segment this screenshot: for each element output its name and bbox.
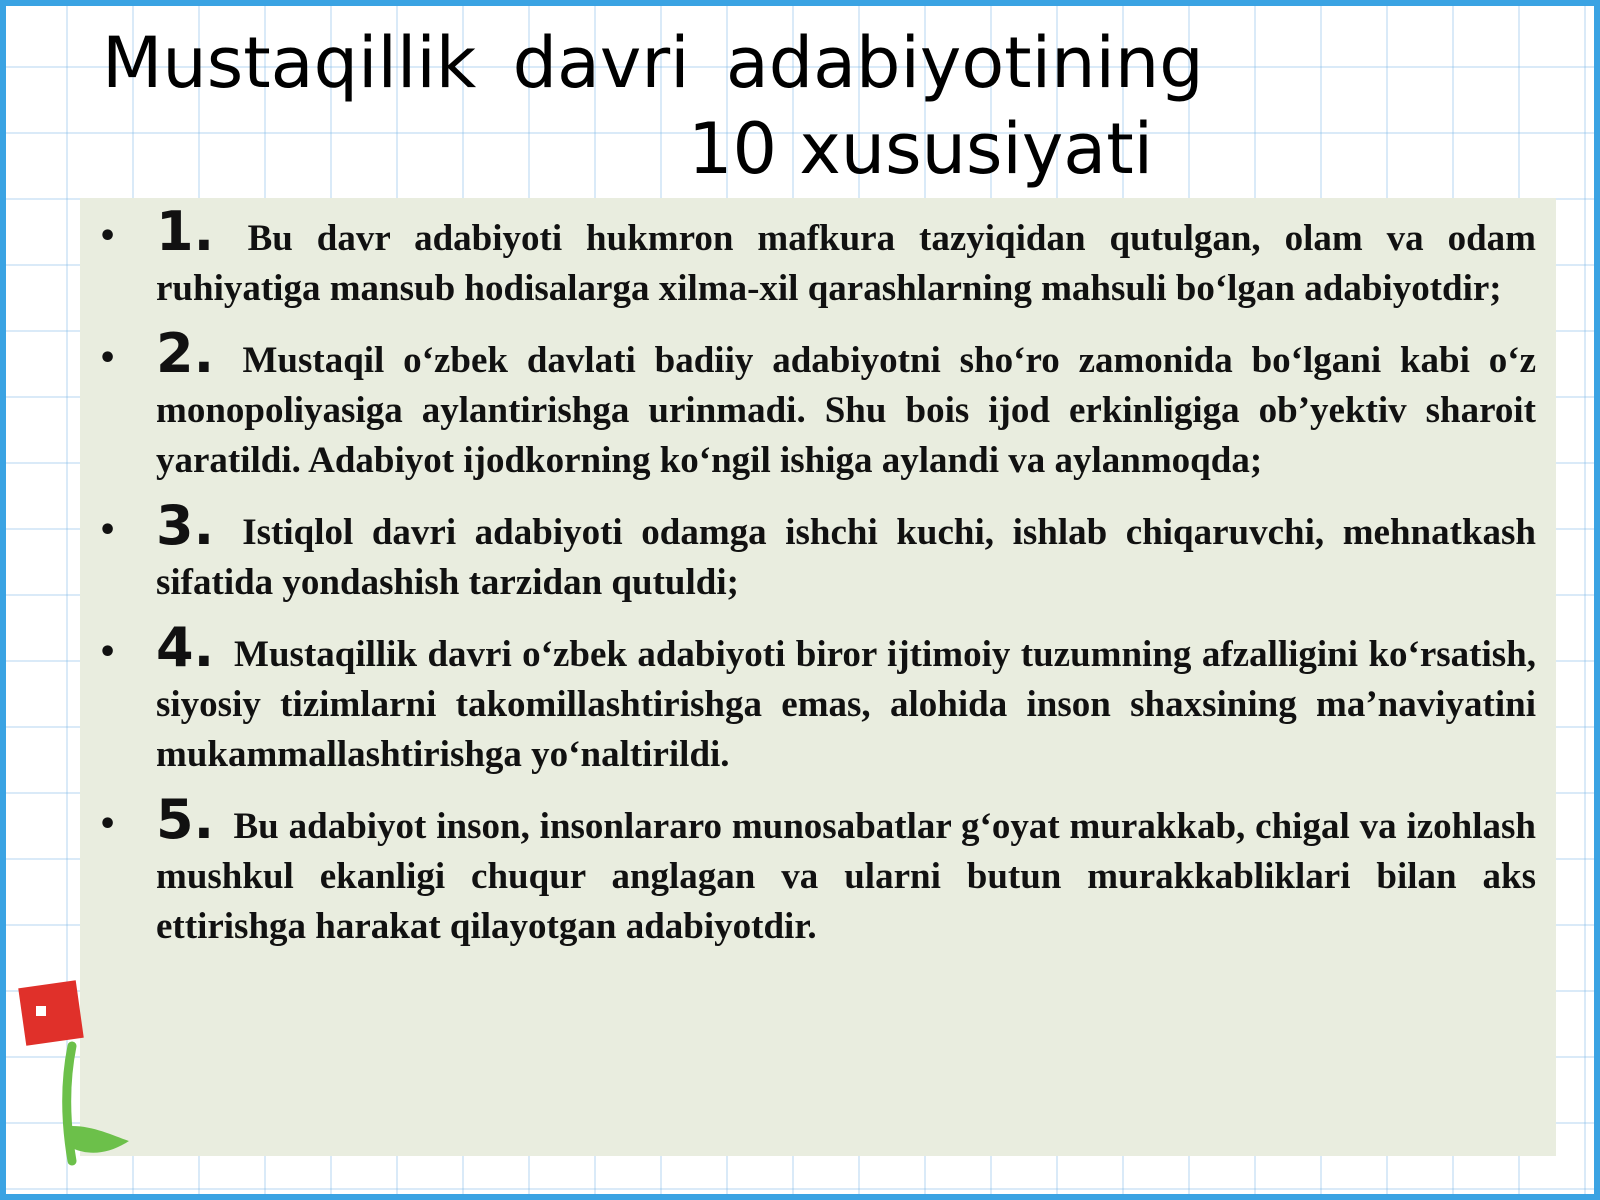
item-number: 5. bbox=[156, 788, 234, 851]
bullet-icon: • bbox=[98, 513, 118, 548]
slide-title-line-2: 10 xususiyati bbox=[688, 108, 1154, 190]
bullet-icon: • bbox=[98, 635, 118, 670]
slide-title-line-1: Mustaqillik davri adabiyotining bbox=[102, 22, 1204, 104]
bullet-icon: • bbox=[98, 341, 118, 376]
item-text: Istiqlol davri adabiyoti odamga ishchi kuchi, ishlab chiqaruvchi, mehnatkash sifatida yondashish tarzidan qutuldi; bbox=[156, 512, 1537, 603]
item-text: Bu davr adabiyoti hukmron mafkura tazyiqidan qutulgan, olam va odam ruhiyatiga mansub hodisalarga xilma-xil qarashlarning mahsuli bo‘lgan adabiyotdir; bbox=[156, 218, 1537, 309]
item-text: Mustaqil o‘zbek davlati badiiy adabiyotni sho‘ro zamonida bo‘lgani kabi o‘z monopoliyasiga aylantirishga urinmadi. Shu bois ijod erkinligiga ob’yektiv sharoit yaratildi. Adabiyot ijodkorning ko‘ngil ishiga aylandi va aylanmoqda; bbox=[156, 340, 1536, 481]
item-number: 3. bbox=[156, 494, 243, 557]
list-item-3 bbox=[86, 494, 1537, 608]
list-item-1 bbox=[86, 200, 1537, 314]
flower-icon bbox=[14, 976, 134, 1176]
item-number: 2. bbox=[156, 322, 243, 385]
list-item-2 bbox=[86, 322, 1536, 486]
points-list bbox=[86, 200, 1537, 972]
item-text: Bu adabiyot inson, insonlararo munosabatlar g‘oyat murakkab, chigal va izohlash mushkul ekanligi chuqur anglagan va ularni butun murakkabliklari bilan aks ettirishga harakat qilayotgan adabiyotdir. bbox=[156, 806, 1536, 947]
bullet-icon: • bbox=[98, 219, 118, 254]
list-item-4 bbox=[86, 616, 1536, 780]
item-text: Mustaqillik davri o‘zbek adabiyoti biror ijtimoiy tuzumning afzalligini ko‘rsatish, siyosiy tizimlarni takomillashtirishga emas, alohida inson shaxsining ma’naviyatini mukammallashtirishga yo‘naltirildi. bbox=[156, 634, 1536, 775]
list-item-5 bbox=[86, 788, 1536, 952]
bullet-icon: • bbox=[98, 807, 118, 842]
item-number: 4. bbox=[156, 616, 235, 679]
item-number: 1. bbox=[156, 200, 248, 263]
